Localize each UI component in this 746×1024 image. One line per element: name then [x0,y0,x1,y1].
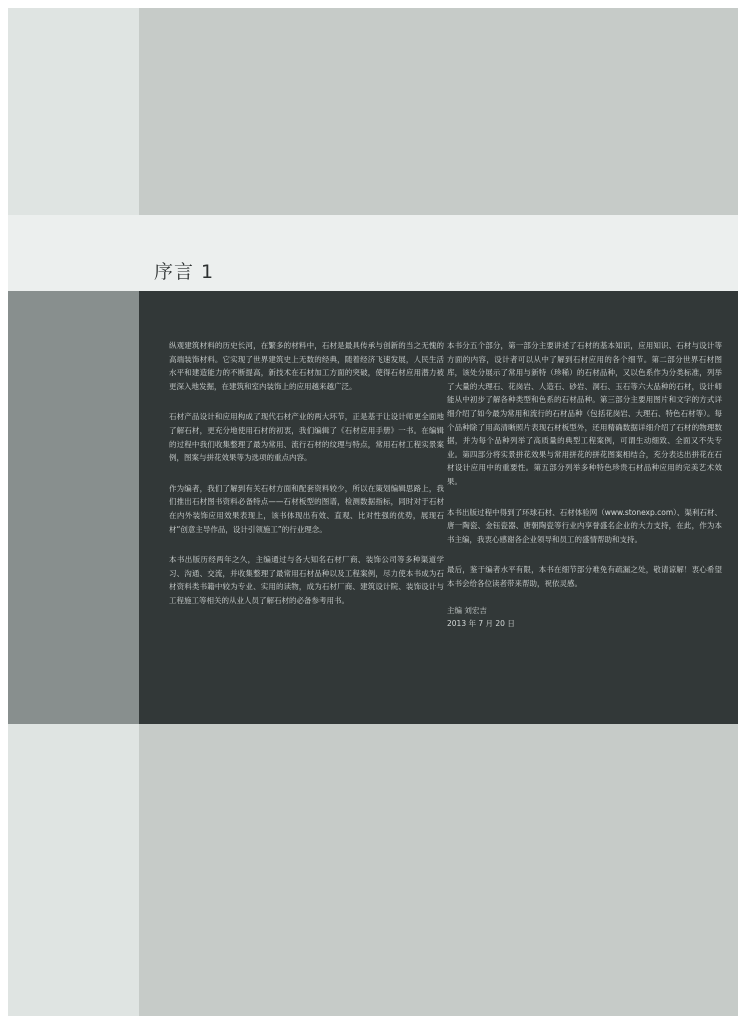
left-text-column [169,339,444,625]
paragraph: 本书出版过程中得到了环球石材、石材体验网（www.stonexp.com）、渠利石材、唐一陶瓷、金钰瓷器、唐朝陶瓷等行业内享誉盛名企业的大力支持，在此，作为本书主编，我衷心感谢各企业领导和员工的盛情帮助和支持。 [447,507,722,544]
paragraph: 石材产品设计和应用构成了现代石材产业的两大环节，正是基于让设计师更全面地了解石材，更充分地使用石材的初衷，我们编辑了《石材应用手册》一书。在编辑的过程中我们收集整理了最为常用、流行石材的纹理与特点，常用石材工程实景案例，图案与拼花效果等为选项的重点内容。 [169,412,444,463]
signature-name: 主编 刘宏吉 [447,605,487,615]
title-band [8,215,738,291]
top-right-block [139,8,738,215]
paragraph: 最后，鉴于编者水平有限，本书在细节部分难免有疏漏之处，敬请谅解！衷心希望本书会给各位读者带来帮助，祝依灵感。 [447,565,722,588]
paragraph: 作为编者，我们了解到有关石材方面和配套资料较少，所以在策划编辑思路上，我们推出石材图书资料必备特点——石材板型的图谱，检测数据指标，同时对于石材在内外装饰应用效果表现上，该书体现出有效、直观、比对性强的优势，展现石材“创意主导作品，设计引领施工”的行业理念。 [169,483,444,534]
top-left-block [8,8,139,215]
page [8,8,738,1016]
bottom-left-block [8,724,139,1016]
paragraph: 本书出版历经两年之久，主编通过与各大知名石材厂商、装饰公司等多种渠道学习、沟通、交流，并收集整理了最常用石材品种以及工程案例，尽力使本书成为石材资料类书籍中较为专业、实用的读物，成为石材厂商、建筑设计院、装饰设计与工程施工等相关的从业人员了解石材的必备参考用书。 [169,555,444,605]
signature-date: 2013 年 7 月 20 日 [447,619,515,629]
paragraph: 本书分五个部分，第一部分主要讲述了石材的基本知识，应用知识、石材与设计等方面的内容，设计者可以从中了解到石材应用的各个细节。第二部分世界石材图库，该处分展示了常用与新特（珍稀）的石材品种，又以色系作为分类标准，列举了大量的大理石、花岗岩、人造石、砂岩、洞石、玉石等六大品种的石材，设计师能从中初步了解各种类型和色系的石材品种。第三部分主要用图片和文字的方式详细介绍了如今最为常用和流行的石材品种（包括花岗岩、大理石、特色石材等）。每个品种除了用高清晰照片表现石材板型外，还用精确数据详细介绍了石材的物理数据，并为每个品种列举了高质量的典型工程案例，可谓生动细致、全面又不失专业。第四部分将实景拼花效果与常用拼花的拼花图案相结合，充分表达出拼花在石材设计应用中的重要性。第五部分列举多种特色珍贵石材品种应用的完美艺术效果。 [447,341,722,486]
main-left-block [8,291,139,724]
page-title: 序言 1 [154,261,215,283]
bottom-right-block [139,724,738,1016]
bottom-color-band [8,724,738,1016]
paragraph: 纵观建筑材料的历史长河，在繁多的材料中，石材是最具传承与创新的当之无愧的高端装饰材料。它实现了世界建筑史上无数的经典，随着经济飞速发展，人民生活水平和建造能力的不断提高，新技术在石材加工方面的突破，使得石材应用潜力被更深入地发掘，在建筑和室内装饰上的应用越来越广泛。 [169,341,444,391]
top-color-band [8,8,738,215]
right-text-column [447,339,722,631]
